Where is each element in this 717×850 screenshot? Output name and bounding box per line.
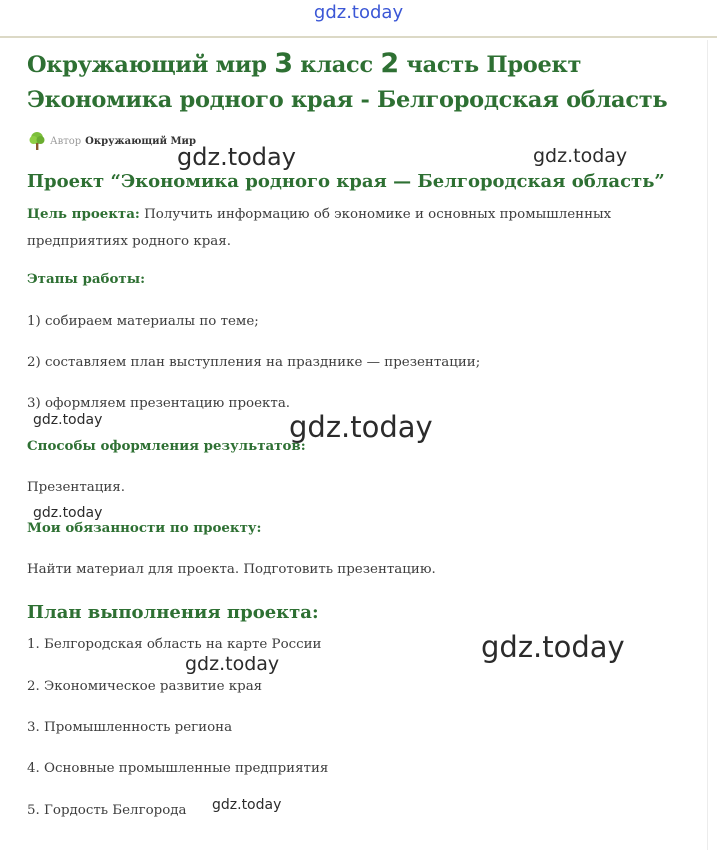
- author-name[interactable]: Окружающий Мир: [85, 135, 196, 147]
- plan-item: 4. Основные промышленные предприятия: [27, 761, 329, 776]
- goal-label: Цель проекта:: [27, 206, 140, 222]
- sidebar-edge: [707, 40, 717, 850]
- plan-item: 5. Гордость Белгорода: [27, 803, 187, 818]
- project-goal: Цель проекта: Получить информацию об экономике и основных промышленных предприятиях родного края.: [27, 206, 612, 249]
- stage-item: 2) составляем план выступления на празднике — презентации;: [27, 355, 481, 370]
- stage-item: 1) собираем материалы по теме;: [27, 314, 259, 329]
- watermark: gdz.today: [185, 653, 280, 675]
- top-header: [0, 0, 717, 38]
- site-logo[interactable]: gdz.today: [313, 2, 404, 23]
- plan-item: 1. Белгородская область на карте России: [27, 637, 322, 652]
- stages-label: Этапы работы:: [27, 271, 146, 287]
- author-label: Автор: [50, 135, 82, 147]
- plan-heading: План выполнения проекта:: [27, 602, 319, 623]
- methods-text: Презентация.: [27, 480, 125, 495]
- duties-text: Найти материал для проекта. Подготовить презентацию.: [27, 562, 436, 577]
- watermark: gdz.today: [177, 143, 296, 171]
- watermark: gdz.today: [289, 410, 433, 444]
- watermark: gdz.today: [533, 145, 628, 167]
- methods-label: Способы оформления результатов:: [27, 438, 306, 454]
- tree-icon: [27, 131, 47, 151]
- page-title: Окружающий мир 3 класс 2 часть Проект Экономика родного края - Белгородская область: [27, 48, 668, 113]
- plan-item: 3. Промышленность региона: [27, 720, 233, 735]
- author-row: [27, 130, 196, 152]
- watermark: gdz.today: [212, 797, 282, 813]
- project-heading: Проект “Экономика родного края — Белгородская область”: [27, 171, 665, 192]
- watermark: gdz.today: [33, 412, 103, 428]
- duties-label: Мои обязанности по проекту:: [27, 520, 262, 536]
- watermark: gdz.today: [481, 630, 625, 664]
- stage-item: 3) оформляем презентацию проекта.: [27, 396, 291, 411]
- plan-item: 2. Экономическое развитие края: [27, 679, 263, 694]
- watermark: gdz.today: [33, 505, 103, 521]
